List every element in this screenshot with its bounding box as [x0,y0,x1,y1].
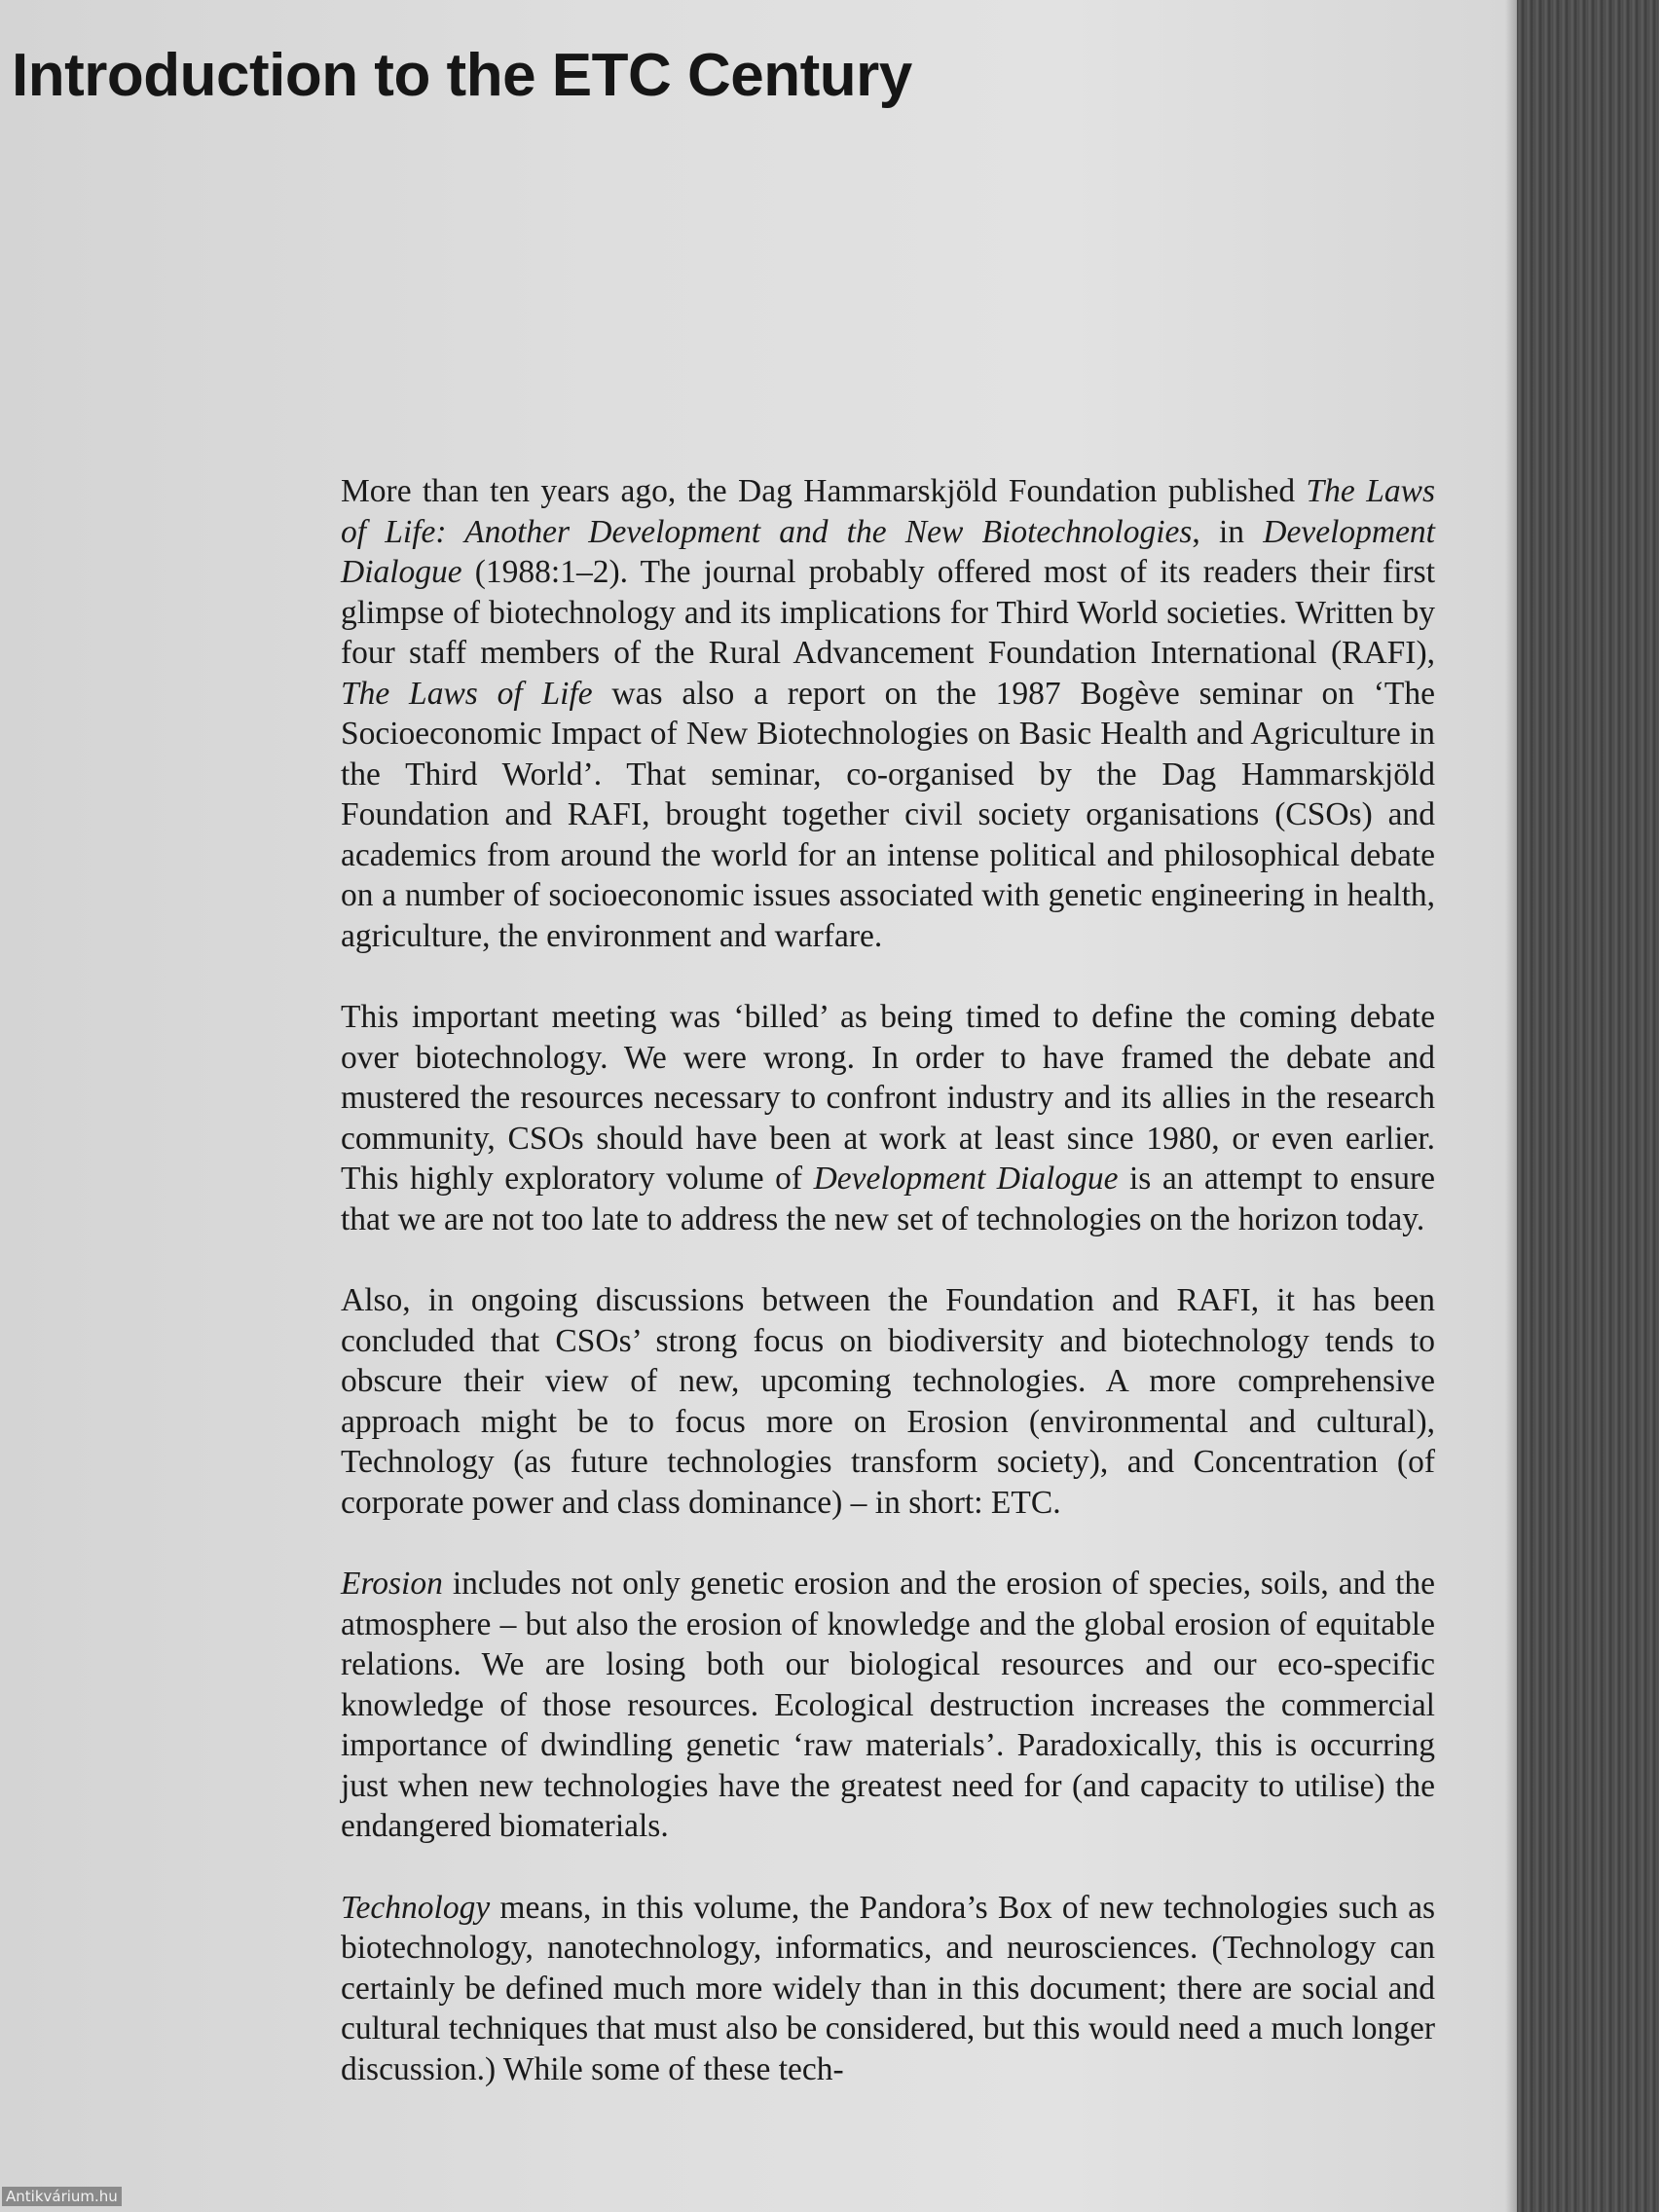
paragraph [341,1888,1435,2090]
italic-text: The Laws of Life [341,675,593,712]
paragraph [341,471,1435,956]
watermark: Antikvárium.hu [2,2187,122,2206]
book-binding [1517,0,1659,2212]
page-title: Introduction to the ETC Century [12,42,912,109]
text-run: Also, in ongoing discussions between the Foundation and RAFI, it has been concluded that CSOs’ strong focus on biodiversity and biotechnology tends to obscure their view of new, upcoming technologies. A more comprehensive approach might be to focus more on Erosion (environmental and cultural), Technology (as future technologies transform society), and Concentration (of corporate power and class dominance) – in short: ETC. [341,1282,1435,1521]
text-run: More than ten years ago, the Dag Hammarskjöld Foundation published [341,473,1307,509]
article-body [341,471,1435,2130]
text-run: This important meeting was ‘billed’ as being timed to define the coming debate over biotechnology. We were wrong. In order to have framed the debate and mustered the resources necessary to confront industry and its allies in the research community, CSOs should have been at work at least since 1980, or even earlier. This highly exploratory volume of [341,999,1435,1197]
text-run: means, in this volume, the Pandora’s Box of new technologies such as biotechnology, nanotechnology, informatics, and neurosciences. (Technology can certainly be defined much more widely than in this document; there are social and cultural techniques that must also be considered, but this would need a much longer discussion.) While some of these tech- [341,1889,1435,2087]
paragraph [341,1280,1435,1523]
text-run: , in [1192,513,1264,550]
text-run: was also a report on the 1987 Bogève seminar on ‘The Socioeconomic Impact of New Biotechnologies on Basic Health and Agriculture in the Third World’. That seminar, co-organised by the Dag Hammarskjöld Foundation and RAFI, brought together civil society organisations (CSOs) and academics from around the world for an intense political and philosophical debate on a number of socioeconomic issues associated with genetic engineering in health, agriculture, the environment and warfare. [341,675,1435,954]
paragraph [341,997,1435,1239]
italic-text: Erosion [341,1566,443,1602]
text-run: (1988:1–2). The journal probably offered most of its readers their first glimpse of biotechnology and its implications for Third World societies. Written by four staff members of the Rural Advancement Foundation International (RAFI), [341,554,1435,671]
text-run: includes not only genetic erosion and the erosion of species, soils, and the atmosphere – but also the erosion of knowledge and the global erosion of equitable relations. We are losing both our biological resources and our eco-specific knowledge of those resources. Ecological destruction increases the commercial importance of dwindling genetic ‘raw materials’. Paradoxically, this is occurring just when new technologies have the greatest need for (and capacity to utilise) the endangered biomaterials. [341,1566,1435,1844]
italic-text: Development Dialogue [813,1161,1119,1197]
page-edge-shadow [1505,0,1517,2212]
italic-text: Technology [341,1889,491,1926]
italic-text: The Laws of Life: Another Development and the New Biotechnologies [341,473,1435,550]
paragraph [341,1564,1435,1847]
italic-text: Development Dialogue [341,513,1435,590]
text-run: is an attempt to ensure that we are not too late to address the new set of technologies on the horizon today. [341,1161,1435,1237]
